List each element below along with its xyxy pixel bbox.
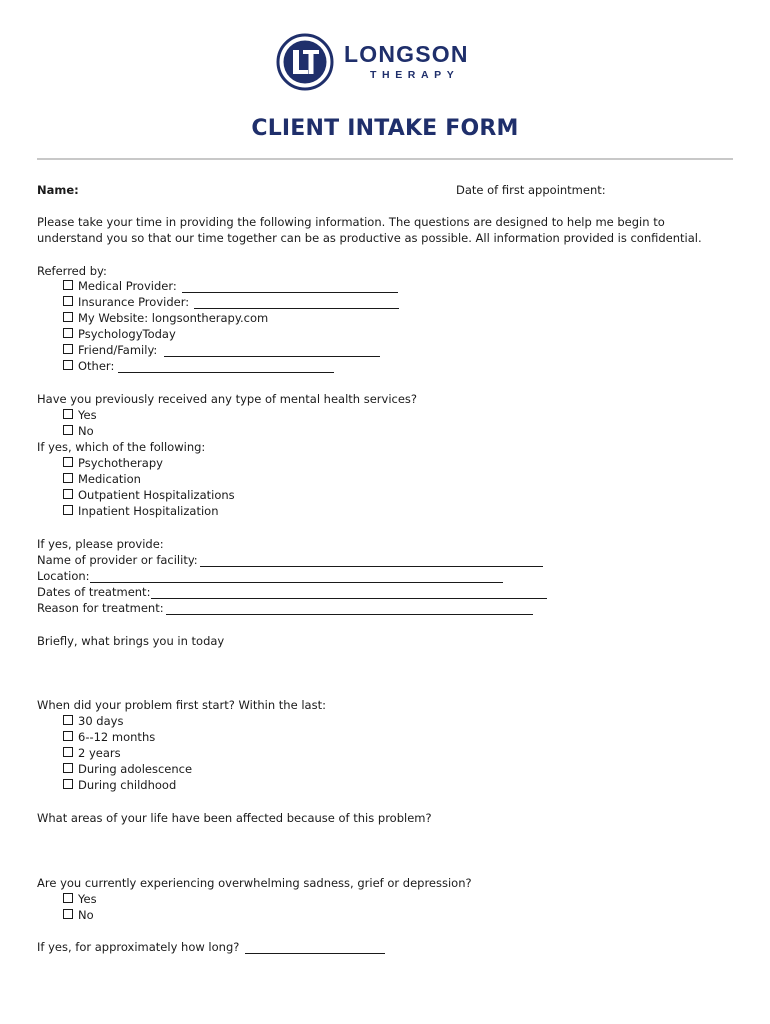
checkbox-icon[interactable] — [63, 457, 73, 467]
dates-line[interactable] — [151, 598, 547, 599]
checkbox-icon[interactable] — [63, 909, 73, 919]
referred-website-option[interactable]: My Website: longsontherapy.com — [63, 311, 268, 325]
previous-services-question: Have you previously received any type of mental health services? — [37, 392, 418, 406]
referred-friend-family-option[interactable]: Friend/Family: — [63, 343, 157, 357]
intro-paragraph-line-1: Please take your time in providing the following information. The questions are designed to help me begin to — [37, 215, 665, 229]
checkbox-icon[interactable] — [63, 328, 73, 338]
provider-name-label: Name of provider or facility: — [37, 553, 198, 567]
referred-by-label: Referred by: — [37, 264, 107, 278]
checkbox-icon[interactable] — [63, 425, 73, 435]
checkbox-icon[interactable] — [63, 747, 73, 757]
location-line[interactable] — [90, 582, 503, 583]
checkbox-icon[interactable] — [63, 893, 73, 903]
referred-psychologytoday-option[interactable]: PsychologyToday — [63, 327, 176, 341]
referred-insurance-provider-option[interactable]: Insurance Provider: — [63, 295, 189, 309]
start-childhood-option[interactable]: During childhood — [63, 778, 176, 792]
checkbox-icon[interactable] — [63, 715, 73, 725]
start-question: When did your problem first start? Within the last: — [37, 698, 326, 712]
checkbox-icon[interactable] — [63, 296, 73, 306]
sadness-yes-option[interactable]: Yes — [63, 892, 97, 906]
how-long-label: If yes, for approximately how long? — [37, 940, 240, 954]
checkbox-icon[interactable] — [63, 344, 73, 354]
checkbox-icon[interactable] — [63, 409, 73, 419]
checkbox-icon[interactable] — [63, 360, 73, 370]
previous-yes-option[interactable]: Yes — [63, 408, 97, 422]
provide-label: If yes, please provide: — [37, 537, 164, 551]
checkbox-icon[interactable] — [63, 763, 73, 773]
sadness-no-option[interactable]: No — [63, 908, 94, 922]
checkbox-icon[interactable] — [63, 312, 73, 322]
provider-name-line[interactable] — [200, 566, 543, 567]
start-adolescence-option[interactable]: During adolescence — [63, 762, 192, 776]
location-label: Location: — [37, 569, 90, 583]
insurance-provider-line[interactable] — [194, 308, 399, 309]
friend-family-line[interactable] — [164, 356, 380, 357]
sadness-question: Are you currently experiencing overwhelming sadness, grief or depression? — [37, 876, 472, 890]
start-2-years-option[interactable]: 2 years — [63, 746, 121, 760]
how-long-line[interactable] — [245, 953, 385, 954]
brings-question: Briefly, what brings you in today — [37, 634, 225, 648]
checkbox-icon[interactable] — [63, 489, 73, 499]
dates-label: Dates of treatment: — [37, 585, 151, 599]
medical-provider-line[interactable] — [182, 292, 398, 293]
intro-paragraph-line-2: understand you so that our time together can be as productive as possible. All information provided is confidential. — [37, 231, 702, 245]
logo-subtitle: THERAPY — [370, 69, 460, 81]
checkbox-icon[interactable] — [63, 505, 73, 515]
service-medication-option[interactable]: Medication — [63, 472, 141, 486]
previous-no-option[interactable]: No — [63, 424, 94, 438]
title-divider — [37, 158, 733, 160]
service-inpatient-option[interactable]: Inpatient Hospitalization — [63, 504, 219, 518]
other-line[interactable] — [118, 372, 334, 373]
date-label: Date of first appointment: — [456, 183, 606, 197]
service-outpatient-option[interactable]: Outpatient Hospitalizations — [63, 488, 235, 502]
referred-other-option[interactable]: Other: — [63, 359, 114, 373]
checkbox-icon[interactable] — [63, 473, 73, 483]
service-psychotherapy-option[interactable]: Psychotherapy — [63, 456, 163, 470]
checkbox-icon[interactable] — [63, 779, 73, 789]
longson-therapy-logo — [276, 33, 496, 91]
reason-label: Reason for treatment: — [37, 601, 164, 615]
referred-medical-provider-option[interactable]: Medical Provider: — [63, 279, 177, 293]
start-30-days-option[interactable]: 30 days — [63, 714, 123, 728]
page-title: CLIENT INTAKE FORM — [251, 116, 519, 141]
checkbox-icon[interactable] — [63, 731, 73, 741]
logo-name: LONGSON — [344, 41, 469, 67]
which-services-label: If yes, which of the following: — [37, 440, 206, 454]
checkbox-icon[interactable] — [63, 280, 73, 290]
areas-question: What areas of your life have been affected because of this problem? — [37, 811, 432, 825]
name-label: Name: — [37, 183, 79, 197]
reason-line[interactable] — [166, 614, 533, 615]
logo-circle-icon — [276, 33, 334, 91]
start-6-12-months-option[interactable]: 6--12 months — [63, 730, 155, 744]
